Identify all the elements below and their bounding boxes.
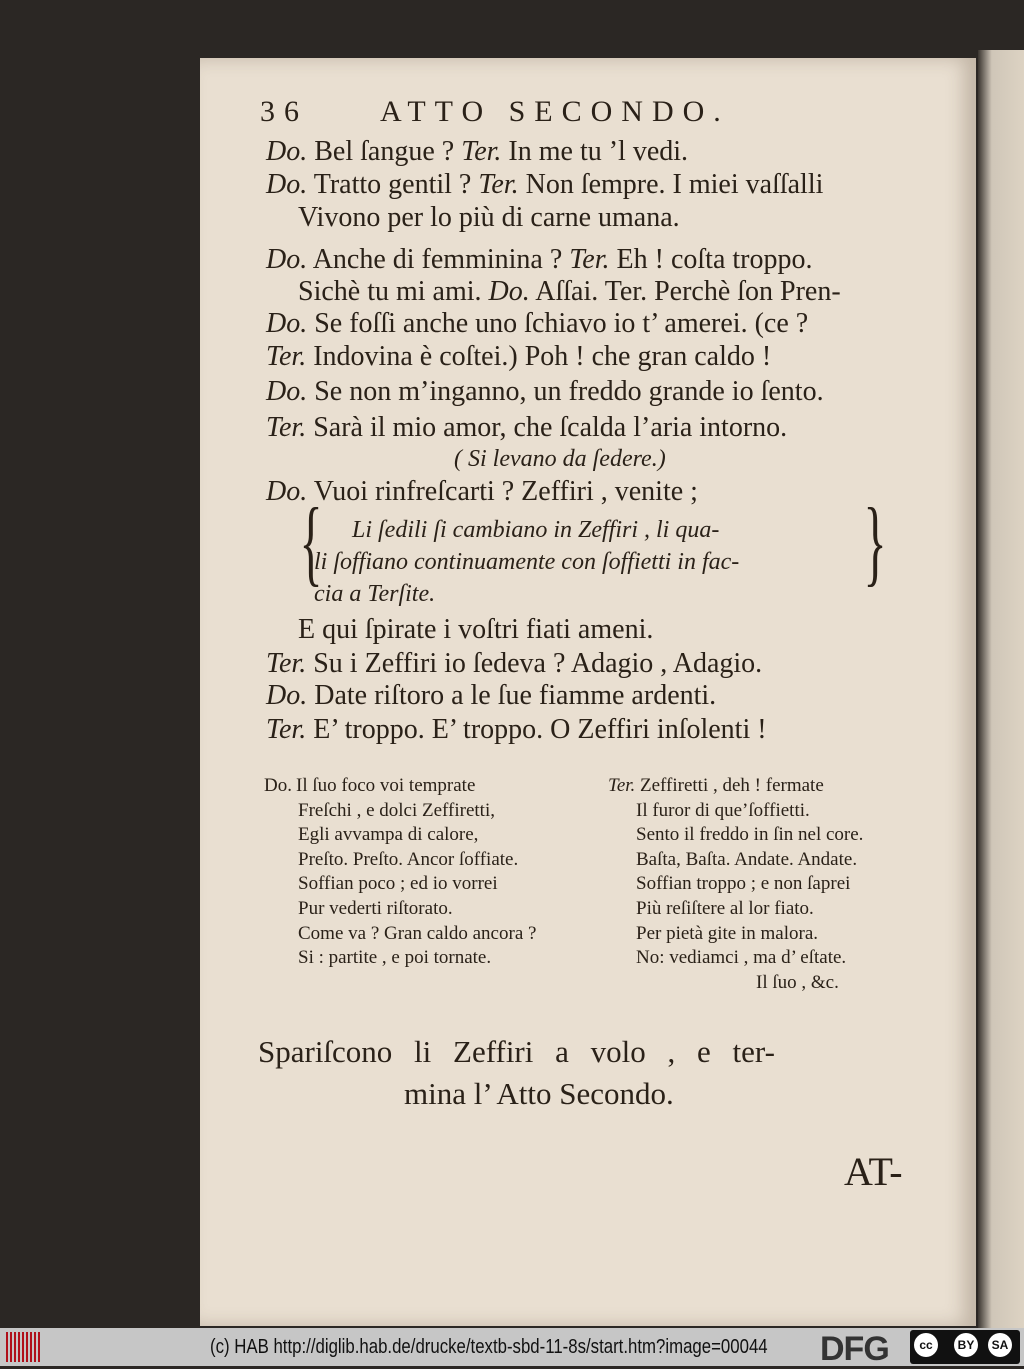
dialogue-line [266,476,698,508]
catchword: AT- [844,1149,903,1194]
dialogue-line [266,308,808,340]
dialogue-line [266,169,823,201]
speaker: Do. [266,680,308,711]
dialogue-line [266,714,767,746]
stage-direction: ( Si levano da ſedere.) [454,446,666,472]
line-text: Aſſai. Ter. Perchè ſon Pren- [535,276,841,307]
verse-line: No: vediamci , ma d’ eſtate. [636,947,847,969]
by-icon: BY [954,1333,978,1357]
speaker: Ter. [266,648,307,679]
closing-line: Spariſcono li Zeffiri a volo , e ter- [258,1034,775,1069]
speaker: Do. [266,169,308,200]
dialogue-line [298,276,841,308]
line-text: Se foſſi anche uno ſchiavo io t’ amerei. (ce ? [314,308,809,339]
line-text: Se non m’inganno, un freddo grande io ſento. [314,376,824,407]
hab-logo-icon [6,1332,42,1362]
verse-line: Come va ? Gran caldo ancora ? [298,922,537,944]
footer-bar [0,1328,1024,1366]
adjacent-page-edge [978,50,1024,1328]
speaker: Ter. [266,412,307,443]
verse-line: Zeffiretti , deh ! fermate [640,775,824,796]
speaker: Ter. [266,714,307,745]
verse-right-speaker: Ter. [608,775,636,796]
book-page [200,58,976,1326]
dialogue-line [266,412,787,444]
speaker: Do. [266,308,308,339]
line-text: In me tu ’l vedi. [508,136,689,167]
verse-line: Sento il freddo in ſin nel core. [636,824,864,846]
speaker: Ter. [461,136,502,167]
speaker: Do. [266,476,308,507]
sa-icon: SA [988,1333,1012,1357]
line-text: Date riſtoro a le ſue fiamme ardenti. [314,680,717,711]
dialogue-line [266,136,688,168]
page-number: 36 [260,95,308,128]
dialogue-line [266,680,716,712]
line-text: Vuoi rinfreſcarti ? Zeffiri , venite ; [313,476,698,507]
dfg-logo: DFG [820,1330,889,1368]
speaker: Ter. [569,244,610,275]
stage-direction-line: Li ſedili ſi cambiano in Zeffiri , li qua- [352,517,720,543]
speaker: Do. [266,376,308,407]
verse-refrain: Il ſuo , &c. [756,972,839,993]
cc-license-badge[interactable] [910,1330,1020,1364]
running-title: ATTO SECONDO. [380,95,730,128]
line-text: Eh ! coſta troppo. [616,244,813,275]
right-brace: } [863,488,887,595]
line-text: Vivono per lo più di carne umana. [298,202,680,233]
verse-left-speaker: Do. [264,775,292,796]
line-text: Anche di femminina ? [312,244,563,275]
left-brace: { [299,488,323,595]
verse-line: Si : partite , e poi tornate. [298,947,492,969]
credit-link[interactable]: (c) HAB http://diglib.hab.de/drucke/textb-sbd-11-8s/start.htm?image=00044 [210,1336,768,1358]
verse-line: Preſto. Preſto. Ancor ſoffiate. [298,848,519,870]
dialogue-line [266,376,824,408]
line-text: Tratto gentil ? [313,169,472,200]
verse-line: Baſta, Baſta. Andate. Andate. [636,848,858,870]
line-text: E qui ſpirate i voſtri fiati ameni. [298,614,654,645]
verse-line: Per pietà gite in malora. [636,922,819,944]
line-text: Indovina è coſtei.) Poh ! che gran caldo ! [313,341,772,372]
speaker: Ter. [478,169,519,200]
verse-line: Più reſiſtere al lor fiato. [636,898,814,919]
line-text: Sichè tu mi ami. [298,276,482,307]
dialogue-line [266,341,771,373]
verse-line: Il furor di que’ſoffietti. [636,799,810,821]
verse-line: Il ſuo foco voi temprate [296,775,476,796]
speaker: Ter. [266,341,307,372]
line-text: Su i Zeffiri io ſedeva ? Adagio , Adagio. [313,648,763,679]
stage-direction-line: li ſoffiano continuamente con ſoffietti in fac- [314,549,740,575]
speaker: Do. [488,276,530,307]
verse-line: Egli avvampa di calore, [298,824,479,846]
cc-icon: cc [914,1333,938,1357]
dialogue-line [298,614,653,646]
dialogue-line [298,202,680,234]
verse-line: Soffian troppo ; e non ſaprei [636,873,851,895]
closing-line: mina l’ Atto Secondo. [404,1076,674,1111]
speaker: Do. [266,244,308,275]
line-text: E’ troppo. E’ troppo. O Zeffiri inſolenti ! [313,714,767,745]
dialogue-line [266,648,762,680]
line-text: Sarà il mio amor, che ſcalda l’aria intorno. [313,412,788,443]
verse-line: Soffian poco ; ed io vorrei [298,873,498,895]
verse-line: Pur vederti riſtorato. [298,898,453,919]
stage-direction-line: cia a Terſite. [314,581,436,607]
line-text: Bel ſangue ? [314,136,455,167]
line-text: Non ſempre. I miei vaſſalli [525,169,824,200]
dialogue-line [266,244,812,276]
verse-line: Freſchi , e dolci Zeffiretti, [298,799,495,821]
speaker: Do. [266,136,308,167]
